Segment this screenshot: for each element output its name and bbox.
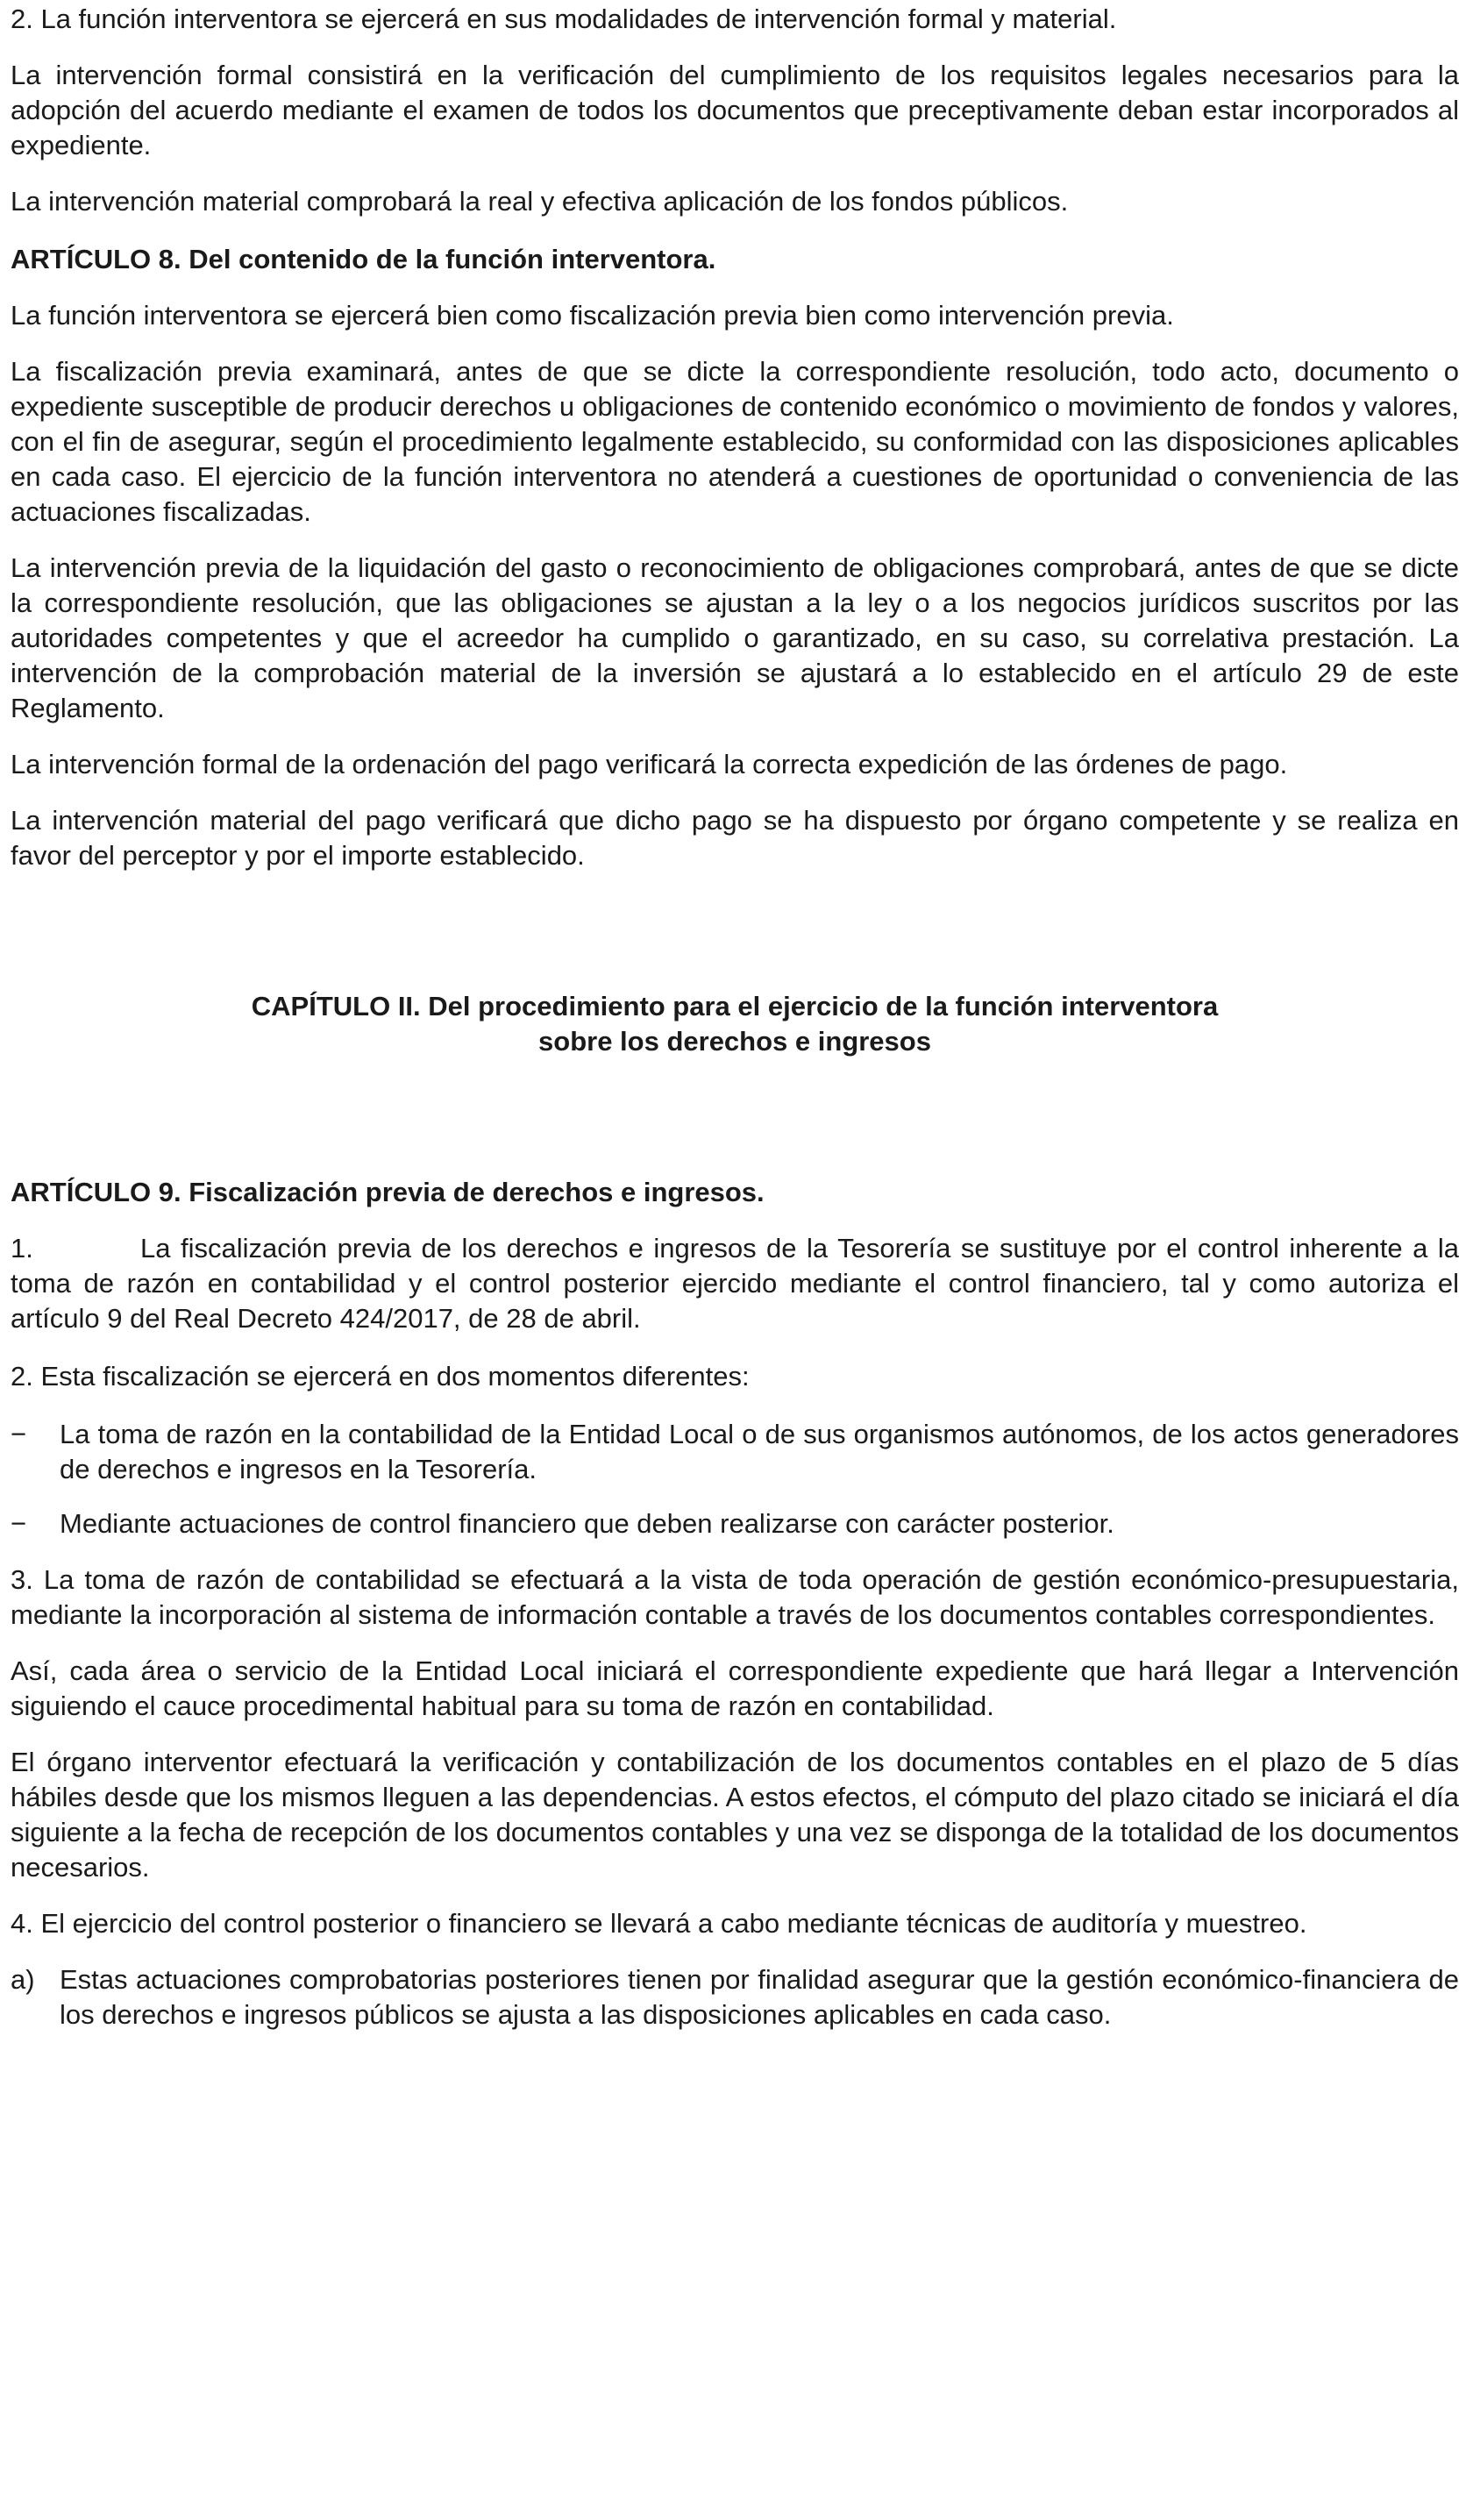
paragraph-art9-3c: El órgano interventor efectuará la verificación y contabilización de los documentos contables en el plazo de 5 días hábiles desde que los mismos lleguen a las dependencias. A estos efectos, el cómputo del plazo citado se iniciará el día siguiente a la fecha de recepción de los documentos contables y una vez se disponga de la totalidad de los documentos necesarios.: [11, 1747, 1459, 1883]
paragraph-formal-intervention: La intervención formal consistirá en la verificación del cumplimiento de los requisitos legales necesarios para la adopción del acuerdo mediante el examen de todos los documentos que preceptivamente deban estar incorporados al expediente.: [11, 60, 1459, 160]
dash-item-text: Mediante actuaciones de control financiero que deben realizarse con carácter posterior.: [60, 1508, 1114, 1539]
paragraph-art9-2: 2. Esta fiscalización se ejercerá en dos momentos diferentes:: [11, 1361, 750, 1392]
paragraph-art8-4: La intervención formal de la ordenación del pago verificará la correcta expedición de las órdenes de pago.: [11, 749, 1288, 779]
dash-list-item: [11, 1417, 1459, 1487]
paragraph-art9-3: 3. La toma de razón de contabilidad se efectuará a la vista de toda operación de gestión económico-presupuestaria, mediante la incorporación al sistema de información contable a través de los documentos contables correspondientes.: [11, 1564, 1459, 1630]
paragraph-art9-4: 4. El ejercicio del control posterior o financiero se llevará a cabo mediante técnicas de auditoría y muestreo.: [11, 1908, 1307, 1939]
paragraph-art9-1-text: La fiscalización previa de los derechos e ingresos de la Tesorería se sustituye por el control inherente a la toma de razón en contabilidad y el control posterior ejercido mediante el control financiero, tal y como autoriza el artículo 9 del Real Decreto 424/2017, de 28 de abril.: [11, 1233, 1459, 1334]
dash-item-text: La toma de razón en la contabilidad de la Entidad Local o de sus organismos autónomos, de los actos generadores de derechos e ingresos en la Tesorería.: [60, 1419, 1459, 1484]
paragraph-art9-1: [11, 1231, 1459, 1336]
chapter-title: [11, 989, 1459, 1059]
heading-article-8: ARTÍCULO 8. Del contenido de la función interventora.: [11, 244, 716, 274]
dash-list-item: [11, 1506, 1459, 1541]
lettered-list-item: [11, 1962, 1459, 2032]
paragraph-art8-5: La intervención material del pago verificará que dicho pago se ha dispuesto por órgano competente y se realiza en favor del perceptor y por el importe establecido.: [11, 805, 1459, 871]
item-a-marker: a): [11, 1964, 35, 1995]
chapter-title-line-1: CAPÍTULO II. Del procedimiento para el ejercicio de la función interventora: [251, 991, 1219, 1022]
heading-article-9: ARTÍCULO 9. Fiscalización previa de derechos e ingresos.: [11, 1177, 765, 1207]
paragraph-art8-3: La intervención previa de la liquidación del gasto o reconocimiento de obligaciones comprobará, antes de que se dicte la correspondiente resolución, que las obligaciones se ajustan a la ley o a los negocios jurídicos suscritos por las autoridades competentes y que el acreedor ha cumplido o garantizado, en su caso, su correlativa prestación. La intervención de la comprobación material de la inversión se ajustará a lo establecido en el artículo 29 de este Reglamento.: [11, 552, 1459, 723]
item-a-text: Estas actuaciones comprobatorias posteriores tienen por finalidad asegurar que la gestión económico-financiera de los derechos e ingresos públicos se ajusta a las disposiciones aplicables en cada caso.: [60, 1964, 1459, 2030]
chapter-title-line-2: sobre los derechos e ingresos: [538, 1026, 931, 1057]
paragraph-number: 1.: [11, 1233, 33, 1264]
paragraph-art9-3b: Así, cada área o servicio de la Entidad Local iniciará el correspondiente expediente que hará llegar a Intervención siguiendo el cauce procedimental habitual para su toma de razón en contabilidad.: [11, 1655, 1459, 1721]
dash-marker: −: [11, 1419, 27, 1449]
paragraph-art8-2: La fiscalización previa examinará, antes de que se dicte la correspondiente resolución, todo acto, documento o expediente susceptible de producir derechos u obligaciones de contenido económico o movimiento de fondos y valores, con el fin de asegurar, según el procedimiento legalmente establecido, su conformidad con las disposiciones aplicables en cada caso. El ejercicio de la función interventora no atenderá a cuestiones de oportunidad o conveniencia de las actuaciones fiscalizadas.: [11, 356, 1459, 527]
paragraph-art7-2: 2. La función interventora se ejercerá en sus modalidades de intervención formal y material.: [11, 4, 1117, 34]
paragraph-material-intervention: La intervención material comprobará la real y efectiva aplicación de los fondos públicos.: [11, 186, 1069, 217]
document-page: [0, 2, 1473, 2520]
dash-marker: −: [11, 1508, 27, 1539]
paragraph-art8-1: La función interventora se ejercerá bien como fiscalización previa bien como intervención previa.: [11, 300, 1174, 331]
